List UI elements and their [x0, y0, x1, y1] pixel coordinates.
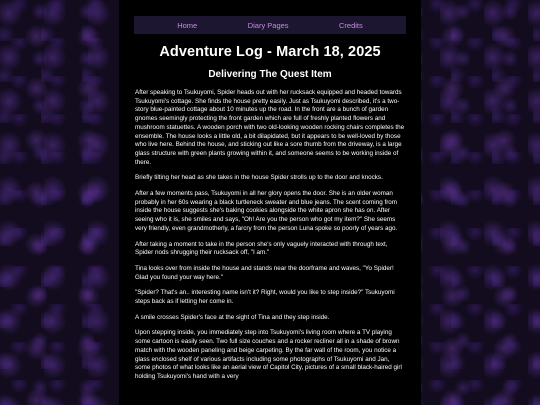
nav-link-diary-pages[interactable]: Diary Pages	[247, 20, 289, 30]
page-title: Adventure Log - March 18, 2025	[159, 44, 381, 60]
entry-paragraph: Briefly tilting her head as she takes in the house Spider strolls up to the door and knocks.	[135, 174, 383, 182]
page-column	[119, 0, 421, 405]
top-nav	[134, 16, 406, 34]
nav-link-credits[interactable]: Credits	[339, 20, 363, 30]
entry-paragraph: Upon stepping inside, you immediately step into Tsukuyomi's living room where a TV playing some cartoon is easily seen. Two full size couches and a rocker recliner all in a shade of brown match with the wooden paneling and beige carpeting. By the far wall of the room, you notice a glass enclosed shelf of various artifacts including some photographs of Tsukuyomi and Jan, some photos of what looks like an aerial view of Capitol City, pictures of a small black-haired girl holding Tsukuyomi's hand with a very	[135, 329, 402, 380]
entry-subtitle: Delivering The Quest Item	[208, 69, 332, 80]
entry-paragraph: After a few moments pass, Tsukuyomi in all her glory opens the door. She is an older woman probably in her 60s wearing a black turtleneck sweater and blue jeans. The scent coming from inside the house suggests she's baking cookies alongside the white apron she has on. After seeing who it is, she smiles and says, "Oh! Are you the person who got my item?" She seems very friendly, even grandmotherly, a farcry from the person Luna spoke so poorly of years ago.	[135, 190, 398, 232]
entry-paragraph: Tina looks over from inside the house and stands near the doorframe and waves, "Yo Spider! Glad you found your way here."	[135, 264, 394, 281]
diary-entry-body	[119, 89, 421, 382]
entry-paragraph: After taking a moment to take in the person she's only vaguely interacted with through text, Spider nods shrugging their rucksack off, "I am."	[135, 240, 388, 257]
entry-paragraph: A smile crosses Spider's face at the sight of Tina and they step inside.	[135, 313, 330, 321]
entry-paragraph: After speaking to Tsukuyomi, Spider heads out with her rucksack equipped and headed towards Tsukuyomi's cottage. She finds the house pretty easily. Just as Tsukuyomi described, it's a two-story blue-painted cottage about 10 minutes up the road. In the front are a bunch of garden gnomes seemingly protecting the front garden which are full of freshly planted flowers and mushroom statuettes. A wooden porch with two old-looking wooden rocking chairs completes the ensemble. The house looks a little old, a bit dilapidated, but it appears to be well-loved by those who live here. Behind the house, and sticking out like a sore thumb from the driveway, is a large glass structure with green plants growing within it, and someone seems to be working inside of there.	[135, 89, 405, 166]
nav-link-home[interactable]: Home	[177, 20, 198, 30]
entry-paragraph: "Spider? That's an.. interesting name isn't it? Right, would you like to step inside?" Tsukuyomi steps back as if letting her come in.	[135, 289, 395, 306]
